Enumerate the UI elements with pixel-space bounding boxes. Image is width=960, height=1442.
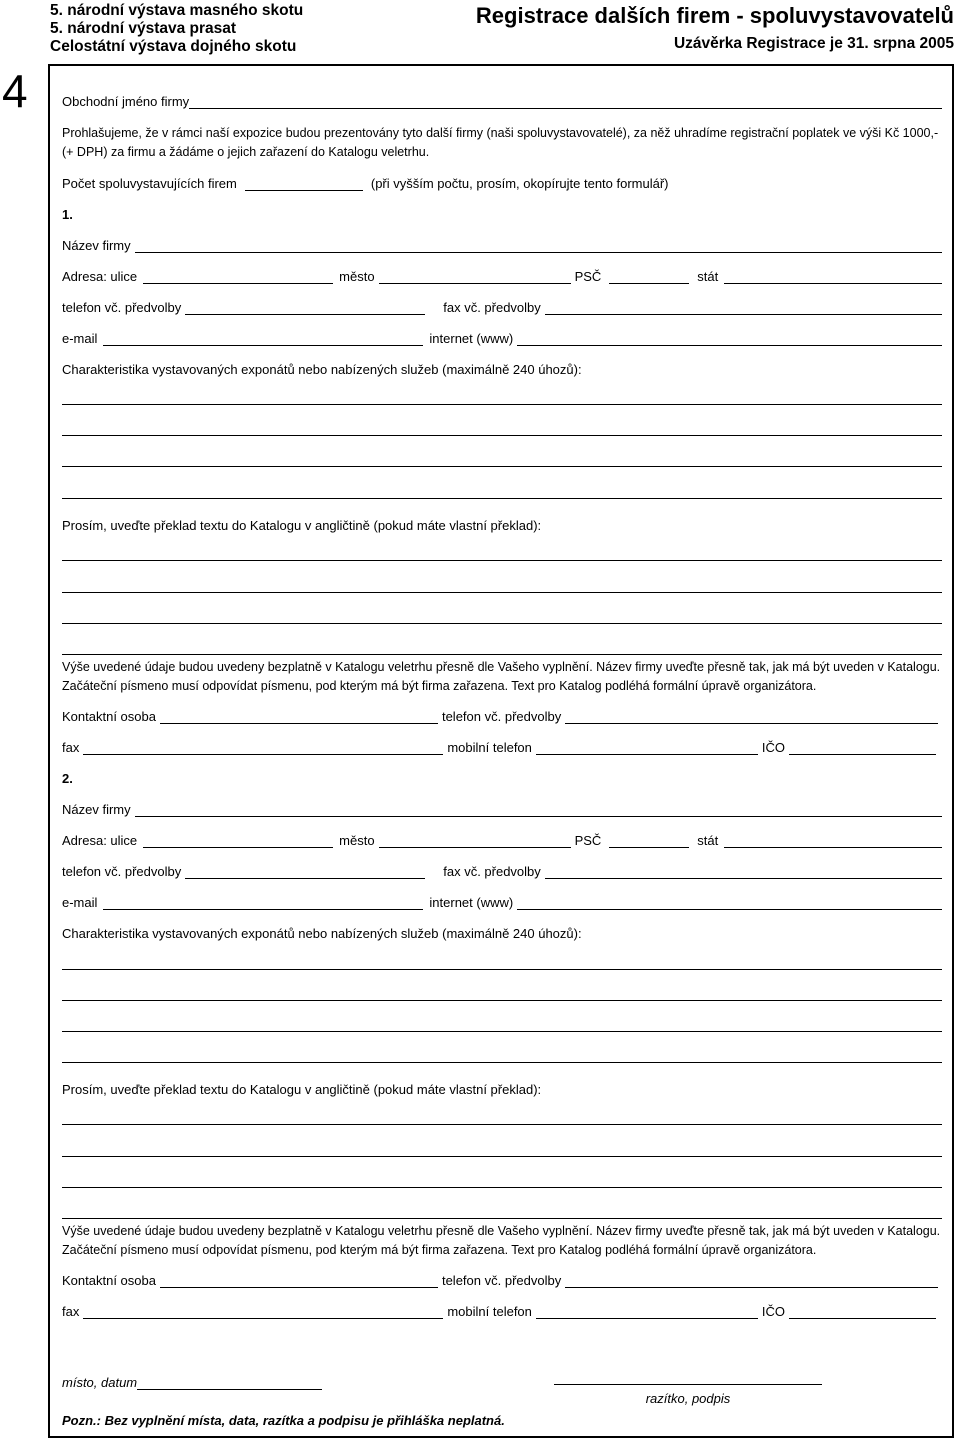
- s1-fax-field[interactable]: [545, 300, 942, 315]
- s1-country-field[interactable]: [724, 269, 942, 284]
- firm-name-label: Název firmy: [62, 802, 131, 817]
- count-field[interactable]: [245, 176, 363, 191]
- s1-characteristics-line-3[interactable]: [62, 466, 942, 467]
- place-date-row: [62, 1372, 322, 1390]
- s1-city-field[interactable]: [379, 269, 571, 284]
- phone-label: telefon vč. předvolby: [62, 300, 182, 315]
- s2-phone-row: [62, 861, 942, 879]
- fax-label: fax: [62, 740, 80, 755]
- fax-label: fax: [62, 1304, 80, 1319]
- s2-email-row: [62, 892, 942, 910]
- s1-fax-mobile-row: [62, 737, 942, 755]
- ico-label: IČO: [761, 1304, 786, 1319]
- s1-street-field[interactable]: [143, 269, 333, 284]
- ico-label: IČO: [761, 740, 786, 755]
- s2-translation-label: Prosím, uveďte překlad textu do Katalogu v angličtině (pokud máte vlastní překlad):: [62, 1082, 542, 1097]
- company-name-field[interactable]: [189, 94, 942, 109]
- s1-fax2-field[interactable]: [83, 740, 443, 755]
- place-date-label: místo, datum: [62, 1375, 138, 1390]
- s2-characteristics-label: Charakteristika vystavovaných exponátů nebo nabízených služeb (maximálně 240 úhozů):: [62, 926, 582, 941]
- s1-contact-row: [62, 706, 942, 724]
- country-label: stát: [697, 833, 719, 848]
- mobile-label: mobilní telefon: [447, 1304, 532, 1319]
- s2-fax-mobile-row: [62, 1301, 942, 1319]
- email-label: e-mail: [62, 331, 98, 346]
- s2-email-field[interactable]: [103, 895, 423, 910]
- form-frame: [48, 64, 954, 1438]
- city-label: město: [339, 269, 375, 284]
- s2-ico-field[interactable]: [789, 1304, 936, 1319]
- s2-firm-name-row: [62, 799, 942, 817]
- s2-phone-field[interactable]: [185, 864, 425, 879]
- city-label: město: [339, 833, 375, 848]
- contact-person-label: Kontaktní osoba: [62, 1273, 156, 1288]
- footer-note: Pozn.: Bez vyplnění místa, data, razítka a podpisu je přihláška neplatná.: [62, 1413, 505, 1428]
- s2-fax-field[interactable]: [545, 864, 942, 879]
- s2-translation-line-2[interactable]: [62, 1156, 942, 1157]
- s1-translation-line-2[interactable]: [62, 592, 942, 593]
- s1-characteristics-line-1[interactable]: [62, 404, 942, 405]
- s2-internet-field[interactable]: [517, 895, 942, 910]
- s2-zip-field[interactable]: [609, 833, 689, 848]
- section-1-number: 1.: [62, 207, 73, 222]
- fax-prefix-label: fax vč. předvolby: [443, 864, 541, 879]
- s2-translation-line-3[interactable]: [62, 1187, 942, 1188]
- s1-email-field[interactable]: [103, 331, 423, 346]
- s2-fax2-field[interactable]: [83, 1304, 443, 1319]
- event-names: [50, 2, 303, 56]
- s1-translation-line-1[interactable]: [62, 560, 942, 561]
- page-title: Registrace dalších firem - spoluvystavovatelů: [475, 3, 954, 28]
- s2-contact-row: [62, 1270, 942, 1288]
- company-name-label: Obchodní jméno firmy: [62, 94, 190, 109]
- s1-firm-name-field[interactable]: [135, 238, 942, 253]
- s1-internet-field[interactable]: [517, 331, 942, 346]
- s2-firm-name-field[interactable]: [135, 802, 942, 817]
- s1-characteristics-line-4[interactable]: [62, 498, 942, 499]
- zip-label: PSČ: [574, 833, 602, 848]
- signature-line[interactable]: [554, 1384, 822, 1385]
- s2-street-field[interactable]: [143, 833, 333, 848]
- s2-translation-line-1[interactable]: [62, 1124, 942, 1125]
- street-label: Adresa: ulice: [62, 833, 138, 848]
- s1-translation-line-3[interactable]: [62, 623, 942, 624]
- contact-phone-label: telefon vč. předvolby: [441, 709, 562, 724]
- country-label: stát: [697, 269, 719, 284]
- s1-translation-label: Prosím, uveďte překlad textu do Katalogu v angličtině (pokud máte vlastní překlad):: [62, 518, 542, 533]
- s2-city-field[interactable]: [379, 833, 571, 848]
- phone-label: telefon vč. předvolby: [62, 864, 182, 879]
- s2-characteristics-line-2[interactable]: [62, 1000, 942, 1001]
- event-line-2: 5. národní výstava prasat: [50, 20, 237, 37]
- s2-country-field[interactable]: [724, 833, 942, 848]
- s2-characteristics-line-3[interactable]: [62, 1031, 942, 1032]
- deadline-text: Uzávěrka Registrace je 31. srpna 2005: [673, 35, 954, 52]
- s1-contact-person-field[interactable]: [160, 709, 438, 724]
- street-label: Adresa: ulice: [62, 269, 138, 284]
- s2-contact-phone-field[interactable]: [565, 1273, 938, 1288]
- s1-firm-name-row: [62, 235, 942, 253]
- zip-label: PSČ: [574, 269, 602, 284]
- s2-address-row: [62, 830, 942, 848]
- contact-person-label: Kontaktní osoba: [62, 709, 156, 724]
- s1-mobile-field[interactable]: [536, 740, 758, 755]
- s1-address-row: [62, 266, 942, 284]
- s2-characteristics-line-1[interactable]: [62, 969, 942, 970]
- count-row: [62, 173, 942, 191]
- internet-label: internet (www): [429, 331, 514, 346]
- s1-ico-field[interactable]: [789, 740, 936, 755]
- event-line-3: Celostátní výstava dojného skotu: [50, 38, 297, 55]
- page-number: 4: [2, 65, 28, 117]
- count-label: Počet spoluvystavujících firem: [62, 176, 237, 191]
- stamp-signature-label: razítko, podpis: [645, 1391, 731, 1406]
- s2-characteristics-line-4[interactable]: [62, 1062, 942, 1063]
- s1-notice-text: Výše uvedené údaje budou uvedeny bezplatně v Katalogu veletrhu přesně dle Vašeho vyplnění. Název firmy uveďte přesně tak, jak má být uveden v Katalogu. Začáteční písmeno musí odpovídat písmenu, pod kterým má být firma zařazena. Text pro Katalog podléhá formální úpravě organizátora.: [62, 660, 941, 693]
- internet-label: internet (www): [429, 895, 514, 910]
- s1-zip-field[interactable]: [609, 269, 689, 284]
- s2-notice-text: Výše uvedené údaje budou uvedeny bezplatně v Katalogu veletrhu přesně dle Vašeho vyplnění. Název firmy uveďte přesně tak, jak má být uveden v Katalogu. Začáteční písmeno musí odpovídat písmenu, pod kterým má být firma zařazena. Text pro Katalog podléhá formální úpravě organizátora.: [62, 1224, 941, 1257]
- section-2-number: 2.: [62, 771, 73, 786]
- s2-contact-person-field[interactable]: [160, 1273, 438, 1288]
- s1-contact-phone-field[interactable]: [565, 709, 938, 724]
- event-line-1: 5. národní výstava masného skotu: [50, 2, 304, 19]
- fax-prefix-label: fax vč. předvolby: [443, 300, 541, 315]
- declaration-text: Prohlašujeme, že v rámci naší expozice budou prezentovány tyto další firmy (naši spoluvystavovatelé), za něž uhradíme registrační poplatek ve výši Kč 1000,- (+ DPH) za firmu a žádáme o jejich zařazení do Katalogu veletrhu.: [62, 126, 939, 159]
- s1-email-row: [62, 328, 942, 346]
- count-note: (při vyšším počtu, prosím, okopírujte tento formulář): [370, 176, 669, 191]
- s1-characteristics-label: Charakteristika vystavovaných exponátů nebo nabízených služeb (maximálně 240 úhozů):: [62, 362, 582, 377]
- s1-phone-field[interactable]: [185, 300, 425, 315]
- s2-translation-line-4[interactable]: [62, 1218, 942, 1219]
- contact-phone-label: telefon vč. předvolby: [441, 1273, 562, 1288]
- s1-translation-line-4[interactable]: [62, 654, 942, 655]
- place-date-field[interactable]: [137, 1375, 322, 1390]
- email-label: e-mail: [62, 895, 98, 910]
- company-name-row: [62, 91, 942, 109]
- mobile-label: mobilní telefon: [447, 740, 532, 755]
- s1-characteristics-line-2[interactable]: [62, 435, 942, 436]
- firm-name-label: Název firmy: [62, 238, 131, 253]
- s1-phone-row: [62, 297, 942, 315]
- s2-mobile-field[interactable]: [536, 1304, 758, 1319]
